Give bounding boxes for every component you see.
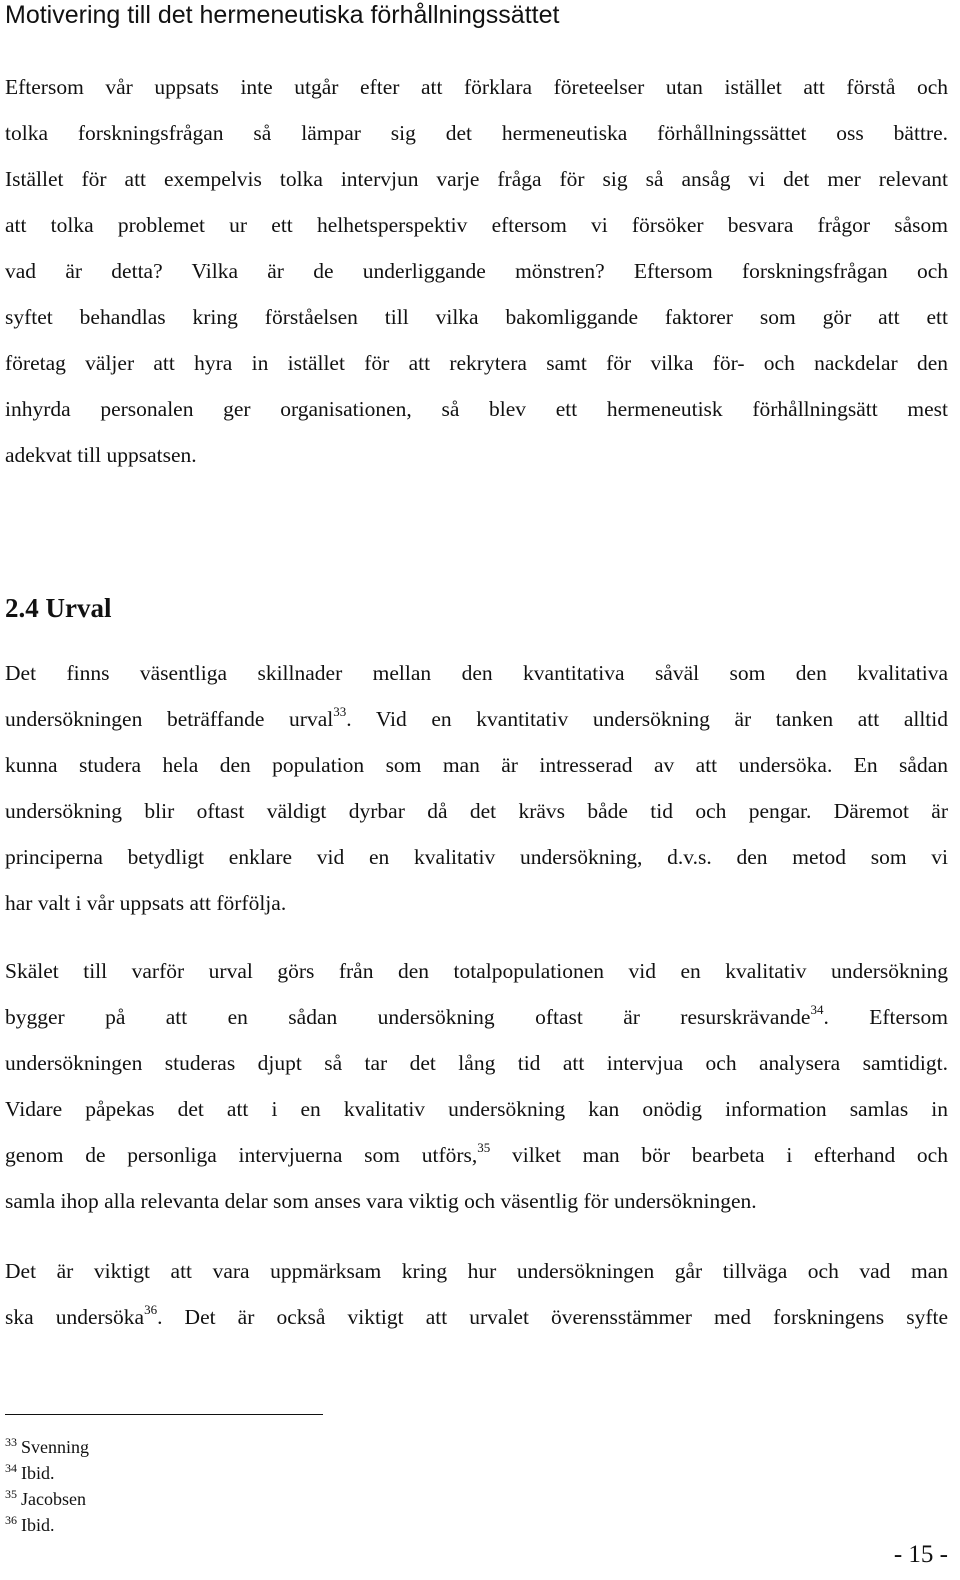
- text-segment: undersökningen beträffande urval: [5, 707, 334, 731]
- footnote-item: [5, 1434, 89, 1460]
- page-number: - 15 -: [893, 1541, 948, 1568]
- paragraph-sampling-awareness: [5, 1248, 948, 1340]
- text-line: att tolka problemet ur ett helhetsperspektiv eftersom vi försöker besvara frågor såsom: [5, 213, 948, 237]
- text-line: syftet behandlas kring förståelsen till vilka bakomliggande faktorer som gör att ett: [5, 305, 948, 329]
- text-segment: . Vid en kvantitativ undersökning är tanken att alltid: [346, 707, 949, 731]
- footnote-number: 33: [5, 1435, 17, 1449]
- text-line: Skälet till varför urval görs från den totalpopulationen vid en kvalitativ undersökning: [5, 959, 948, 983]
- footnote-item: [5, 1512, 89, 1538]
- footnote-list: [5, 1434, 89, 1538]
- text-line: Det är viktigt att vara uppmärksam kring hur undersökningen går tillväga och vad man: [5, 1259, 948, 1283]
- text-segment: bygger på att en sådan undersökning oftast är resurskrävande: [5, 1005, 811, 1029]
- text-line: undersökning blir oftast väldigt dyrbar då det krävs både tid och pengar. Däremot är: [5, 799, 948, 823]
- text-line: har valt i vår uppsats att förfölja.: [5, 891, 287, 915]
- text-segment: genom de personliga intervjuerna som utförs,: [5, 1143, 478, 1167]
- text-line: undersökningen studeras djupt så tar det lång tid att intervjua och analysera samtidigt.: [5, 1051, 948, 1075]
- text-line: [5, 1294, 948, 1340]
- paragraph-hermeneutic-motivation: [5, 64, 948, 478]
- text-line: Istället för att exempelvis tolka intervjun varje fråga för sig så ansåg vi det mer relevant: [5, 167, 948, 191]
- section-heading: 2.4 Urval: [5, 593, 112, 623]
- paragraph-sampling-reasons: [5, 948, 948, 1224]
- footnote-separator: [5, 1414, 323, 1415]
- footnote-number: 36: [5, 1513, 17, 1527]
- text-line: [5, 994, 948, 1040]
- footnote-ref-33: 33: [333, 703, 347, 719]
- footnote-text: Ibid.: [21, 1463, 55, 1483]
- footnote-text: Jacobsen: [21, 1489, 86, 1509]
- text-line: [5, 696, 948, 742]
- text-line: samla ihop alla relevanta delar som anses vara viktig och väsentlig för undersökningen.: [5, 1189, 757, 1213]
- paragraph-sampling-differences: [5, 650, 948, 926]
- text-line: adekvat till uppsatsen.: [5, 443, 197, 467]
- text-line: Eftersom vår uppsats inte utgår efter att förklara företeelser utan istället att förstå och: [5, 75, 948, 99]
- footnote-item: [5, 1460, 89, 1486]
- text-line: vad är detta? Vilka är de underliggande mönstren? Eftersom forskningsfrågan och: [5, 259, 948, 283]
- text-segment: . Det är också viktigt att urvalet överensstämmer med forskningens syfte: [157, 1305, 949, 1329]
- footnote-text: Ibid.: [21, 1515, 55, 1535]
- text-line: [5, 1132, 948, 1178]
- footnote-number: 35: [5, 1487, 17, 1501]
- text-segment: . Eftersom: [823, 1005, 949, 1029]
- text-line: inhyrda personalen ger organisationen, så blev ett hermeneutisk förhållningsätt mest: [5, 397, 948, 421]
- text-line: företag väljer att hyra in istället för att rekrytera samt för vilka för- och nackdelar den: [5, 351, 948, 375]
- text-line: Det finns väsentliga skillnader mellan den kvantitativa såväl som den kvalitativa: [5, 661, 948, 685]
- text-line: tolka forskningsfrågan så lämpar sig det hermeneutiska förhållningssättet oss bättre.: [5, 121, 948, 145]
- text-line: kunna studera hela den population som man är intresserad av att undersöka. En sådan: [5, 753, 948, 777]
- footnote-number: 34: [5, 1461, 17, 1475]
- text-line: principerna betydligt enklare vid en kvalitativ undersökning, d.v.s. den metod som vi: [5, 845, 948, 869]
- footnote-ref-35: 35: [477, 1139, 491, 1155]
- footnote-ref-36: 36: [144, 1301, 158, 1317]
- footnote-text: Svenning: [21, 1437, 90, 1457]
- text-segment: ska undersöka: [5, 1305, 145, 1329]
- text-line: Vidare påpekas det att i en kvalitativ undersökning kan onödig information samlas in: [5, 1097, 948, 1121]
- text-segment: vilket man bör bearbeta i efterhand och: [490, 1143, 948, 1167]
- subsection-heading: Motivering till det hermeneutiska förhållningssättet: [5, 1, 560, 29]
- footnote-ref-34: 34: [810, 1001, 824, 1017]
- footnote-item: [5, 1486, 89, 1512]
